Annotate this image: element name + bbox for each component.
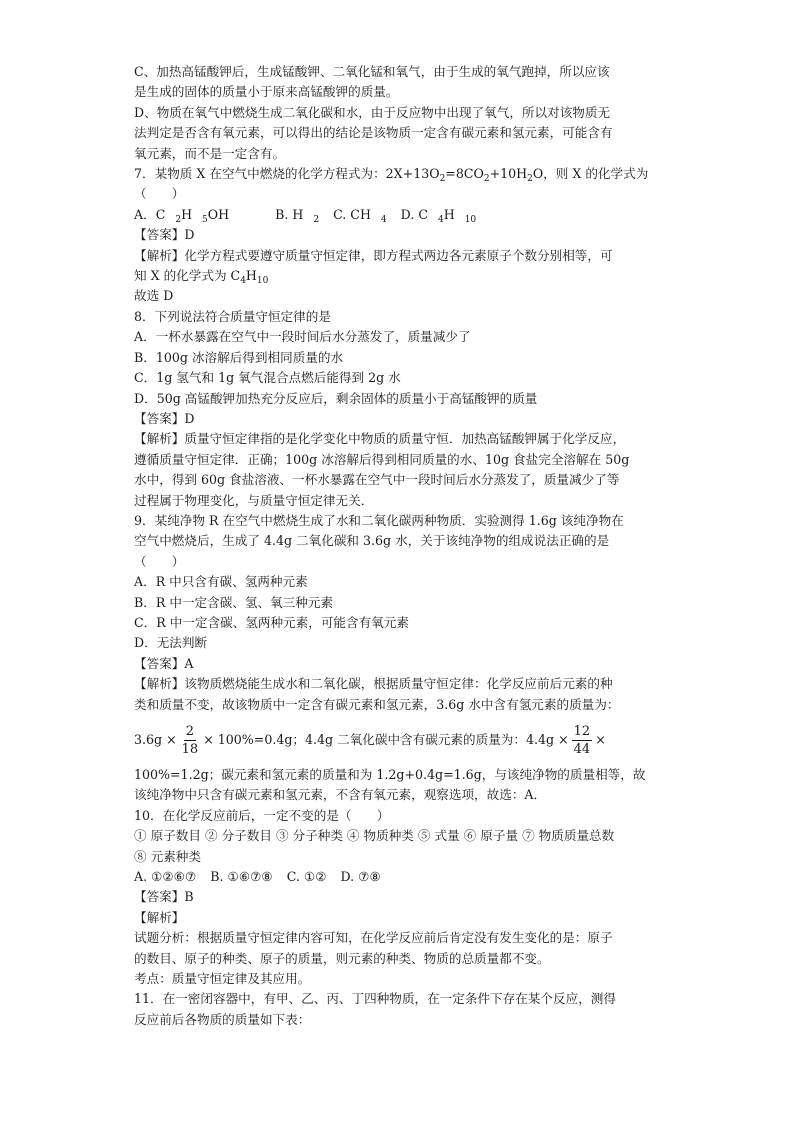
q7-explanation-line3: 故选 D <box>134 288 174 304</box>
q10-items-line2: ⑧ 元素种类 <box>134 848 201 864</box>
q7-option-c: C. CH $_4$ <box>333 206 387 225</box>
fraction-12-44: $\frac{12}{44}$ <box>573 723 591 757</box>
q10-answer: 【答案】B <box>134 889 194 905</box>
q9-calculation-line: 3.6g × $\frac{2}{18}$ × 100%=0.4g；4.4g 二氧化碳中含有碳元素的质量为：4.4g × $\frac{12}{44}$ × <box>134 723 606 757</box>
q6-option-c-line1: C、加热高锰酸钾后，生成锰酸钾、二氧化锰和氧气，由于生成的氧气跑掉，所以应该 <box>134 64 610 79</box>
q8-stem: 8．下列说法符合质量守恒定律的是 <box>134 308 331 324</box>
q7-option-b: B. H $_2$ <box>275 206 320 225</box>
q10-stem: 10．在化学反应前后，一定不变的是（ ） <box>134 807 390 823</box>
q8-answer: 【答案】D <box>134 410 195 426</box>
q10-option-a: A. ①②⑥⑦ <box>134 869 197 885</box>
q9-stem-line1: 9．某纯净物 R 在空气中燃烧生成了水和二氧化碳两种物质．实验测得 1.6g 该纯净物在 <box>134 512 624 528</box>
q10-items-line1: ① 原子数目 ② 分子数目 ③ 分子种类 ④ 物质种类 ⑤ 式量 ⑥ 原子量 ⑦ 物质质量总数 <box>134 828 615 844</box>
q7-stem: 7．某物质 X 在空气中燃烧的化学方程式为：$2X+13O_2=8CO_2+10H_2O$，则 X 的化学式为 <box>134 166 649 185</box>
q11-stem-line2: 反应前后各物质的质量如下表： <box>134 1011 311 1027</box>
q7-explanation-line2: 知 X 的化学式为 $C_4H_{10}$ <box>134 268 269 287</box>
q9-explanation-line2: 类和质量不变，故该物质中一定含有碳元素和氢元素，3.6g 水中含有氢元素的质量为： <box>134 696 620 712</box>
q8-explanation-line1: 【解析】质量守恒定律指的是化学变化中物质的质量守恒．加热高锰酸钾属于化学反应， <box>134 431 626 447</box>
q10-explanation-line2: 的数目、原子的种类、原子的质量，则元素的种类、物质的总质量都不变。 <box>134 950 550 966</box>
q7-option-a: A．C $_2$H $_5$OH <box>134 206 230 225</box>
q9-option-a: A．R 中只含有碳、氢两种元素 <box>134 574 308 590</box>
q7-paren: （ ） <box>134 186 185 202</box>
q10-option-c: C. ①② <box>286 869 327 885</box>
q9-explanation-line4: 该纯净物中只含有碳元素和氢元素，不含有氧元素，观察选项，故选：A． <box>134 787 547 803</box>
q9-explanation-line1: 【解析】该物质燃烧能生成水和二氧化碳，根据质量守恒定律：化学反应前后元素的种 <box>134 676 613 692</box>
q9-explanation-line3: 100%=1.2g；碳元素和氢元素的质量和为 1.2g+0.4g=1.6g，与该纯净物的质量相等，故 <box>134 767 646 782</box>
q8-option-a: A．一杯水暴露在空气中一段时间后水分蒸发了，质量减少了 <box>134 329 471 345</box>
q7-explanation-line1: 【解析】化学方程式要遵守质量守恒定律，即方程式两边各元素原子个数分别相等，可 <box>134 247 613 263</box>
q9-option-b: B．R 中一定含碳、氢、氧三种元素 <box>134 594 334 610</box>
q9-option-d: D．无法判断 <box>134 635 208 651</box>
q8-option-c: C．1g 氢气和 1g 氧气混合点燃后能得到 2g 水 <box>134 370 401 386</box>
fraction-2-18: $\frac{2}{18}$ <box>181 723 199 757</box>
document-page <box>134 62 664 1030</box>
q9-option-c: C．R 中一定含碳、氢两种元素，可能含有氧元素 <box>134 614 409 630</box>
q9-stem-line2: 空气中燃烧后，生成了 4.4g 二氧化碳和 3.6g 水，关于该纯净物的组成说法正确的是 <box>134 533 610 549</box>
q8-option-d: D．50g 高锰酸钾加热充分反应后，剩余固体的质量小于高锰酸钾的质量 <box>134 390 538 406</box>
q9-answer: 【答案】A <box>134 655 194 671</box>
q10-option-d: D. ⑦⑧ <box>340 869 381 885</box>
q8-explanation-line2: 遵循质量守恒定律．正确；100g 冰溶解后得到相同质量的水、10g 食盐完全溶解在 50g <box>134 451 630 467</box>
q10-explanation-head: 【解析】 <box>134 909 185 925</box>
q11-stem-line1: 11．在一密闭容器中，有甲、乙、丙、丁四种物质，在一定条件下存在某个反应，测得 <box>134 991 616 1007</box>
q8-explanation-line4: 过程属于物理变化，与质量守恒定律无关． <box>134 492 374 508</box>
q8-option-b: B．100g 冰溶解后得到相同质量的水 <box>134 349 344 365</box>
q6-option-c-line2: 是生成的固体的质量小于原来高锰酸钾的质量。 <box>134 84 399 100</box>
q9-paren: （ ） <box>134 553 185 569</box>
q10-option-b: B. ①⑥⑦⑧ <box>210 869 273 885</box>
q6-option-d-line2: 法判定是否含有氧元素，可以得出的结论是该物质一定含有碳元素和氢元素，可能含有 <box>134 125 613 141</box>
q6-option-d-line3: 氧元素，而不是一定含有。 <box>134 145 286 161</box>
q6-option-d-line1: D、物质在氧气中燃烧生成二氧化碳和水，由于反应物中出现了氧气，所以对该物质无 <box>134 104 611 120</box>
q7-options <box>134 205 664 225</box>
q10-knowledge-point: 考点：质量守恒定律及其应用。 <box>134 971 311 987</box>
q7-answer: 【答案】D <box>134 227 195 243</box>
q8-explanation-line3: 水中，得到 60g 食盐溶液、一杯水暴露在空气中一段时间后水分蒸发了，质量减少了等 <box>134 472 620 488</box>
q7-option-d: D. C $_4$H $_{10}$ <box>400 206 477 225</box>
q10-options <box>134 867 664 887</box>
q10-explanation-line1: 试题分析：根据质量守恒定律内容可知，在化学反应前后肯定没有发生变化的是：原子 <box>134 930 613 946</box>
